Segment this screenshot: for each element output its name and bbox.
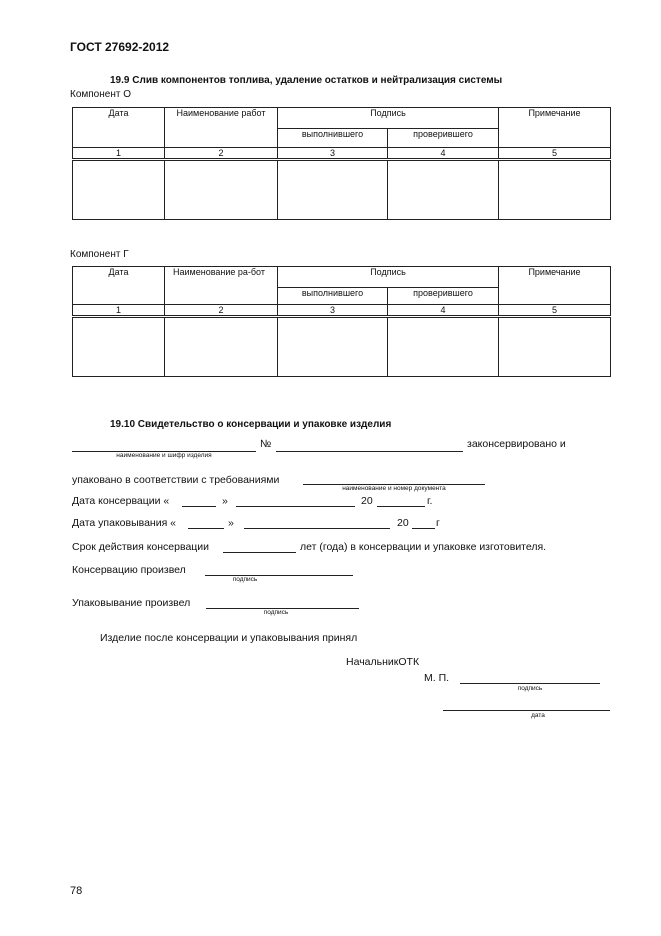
empty-cell[interactable]	[499, 317, 611, 377]
col-num: 2	[165, 305, 278, 317]
chief-date-field[interactable]	[443, 710, 610, 711]
caption-signature: подпись	[517, 685, 543, 692]
col-num: 2	[165, 148, 278, 160]
col-num: 4	[388, 305, 499, 317]
col-signature-checker: проверившего	[388, 288, 499, 305]
validity-years-field[interactable]	[223, 552, 296, 553]
packing-month-field[interactable]	[244, 528, 390, 529]
standard-header: ГОСТ 27692-2012	[70, 40, 170, 54]
year-suffix: г.	[427, 495, 433, 507]
col-signature: Подпись	[278, 267, 499, 288]
col-date: Дата	[73, 108, 165, 148]
col-work-name-text: Наименование ра-бот	[173, 267, 265, 277]
empty-cell[interactable]	[388, 160, 499, 220]
empty-cell[interactable]	[278, 317, 388, 377]
caption-doc: наименование и номер документа	[342, 485, 446, 492]
empty-cell[interactable]	[165, 317, 278, 377]
conservation-month-field[interactable]	[236, 506, 355, 507]
quote-close: »	[222, 495, 228, 507]
chief-signature-field[interactable]	[460, 683, 600, 684]
validity-tail: лет (года) в консервации и упаковке изготовителя.	[300, 541, 547, 553]
empty-cell[interactable]	[73, 317, 165, 377]
conserved-text: законсервировано и	[467, 438, 566, 450]
page-number: 78	[70, 885, 83, 897]
col-note: Примечание	[499, 108, 611, 148]
section-19-9-title: 19.9 Слив компонентов топлива, удаление остатков и нейтрализация системы	[110, 75, 503, 86]
col-num: 1	[73, 305, 165, 317]
conservation-day-field[interactable]	[182, 506, 216, 507]
empty-cell[interactable]	[165, 160, 278, 220]
packed-per-text: упаковано в соответствии с требованиями	[72, 474, 280, 486]
packing-date-label: Дата упаковывания «	[72, 517, 177, 529]
empty-cell[interactable]	[73, 160, 165, 220]
col-work-name	[165, 267, 278, 305]
col-num: 4	[388, 148, 499, 160]
col-signature-executor: выполнившего	[278, 129, 388, 148]
packing-day-field[interactable]	[188, 528, 224, 529]
caption-product-name: наименование и шифр изделия	[116, 452, 212, 459]
col-num: 1	[73, 148, 165, 160]
year-prefix: 20	[361, 495, 373, 507]
conservation-by-label: Консервацию произвел	[72, 564, 186, 576]
empty-cell[interactable]	[499, 160, 611, 220]
quote-close: »	[228, 517, 234, 529]
validity-label: Срок действия консервации	[72, 541, 210, 553]
year-prefix: 20	[397, 517, 409, 529]
col-work-name: Наименование работ	[165, 108, 278, 148]
empty-cell[interactable]	[388, 317, 499, 377]
col-signature-executor: выполнившего	[278, 288, 388, 305]
col-num: 5	[499, 305, 611, 317]
stamp-label: М. П.	[424, 672, 450, 684]
col-num: 3	[278, 305, 388, 317]
caption-signature: подпись	[263, 609, 289, 616]
col-num: 5	[499, 148, 611, 160]
caption-signature: подпись	[232, 576, 258, 583]
empty-cell[interactable]	[278, 160, 388, 220]
table-caption-component-g: Компонент Г	[70, 249, 129, 260]
table-component-o	[72, 107, 611, 220]
col-date: Дата	[73, 267, 165, 305]
accepted-text: Изделие после консервации и упаковывания принял	[100, 632, 358, 644]
number-sign: №	[260, 438, 272, 450]
col-num: 3	[278, 148, 388, 160]
table-caption-component-o: Компонент О	[70, 89, 131, 100]
col-signature-checker: проверившего	[388, 129, 499, 148]
year-suffix-short: г	[436, 517, 440, 529]
col-note: Примечание	[499, 267, 611, 305]
section-19-10-title: 19.10 Свидетельство о консервации и упаковке изделия	[110, 419, 392, 430]
packing-year-field[interactable]	[412, 528, 435, 529]
table-component-g	[72, 266, 611, 377]
caption-date: дата	[531, 712, 545, 719]
conservation-year-field[interactable]	[377, 506, 425, 507]
chief-qc-label: НачальникОТК	[346, 656, 420, 668]
col-signature: Подпись	[278, 108, 499, 129]
packing-by-label: Упаковывание произвел	[72, 597, 191, 609]
product-number-field[interactable]	[276, 451, 463, 452]
conservation-date-label: Дата консервации «	[72, 495, 170, 507]
